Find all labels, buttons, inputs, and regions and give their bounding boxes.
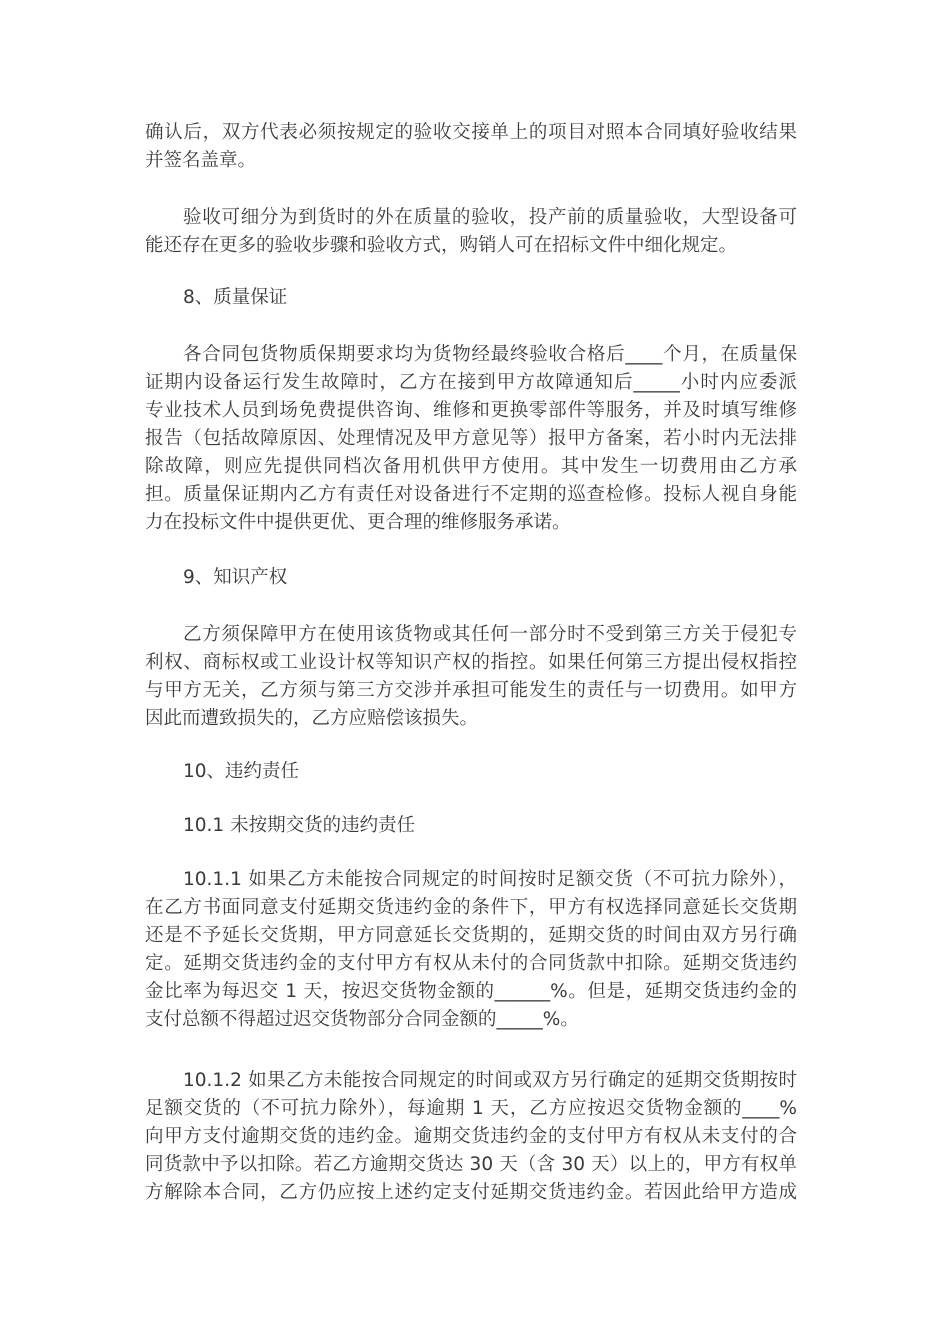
text-line: 验收可细分为到货时的外在质量的验收，投产前的质量验收，大型设备可 bbox=[183, 207, 797, 228]
paragraph-acceptance-signing bbox=[145, 119, 797, 175]
text-line: 证期内设备运行发生故障时，乙方在接到甲方故障通知后_____小时内应委派 bbox=[145, 372, 797, 393]
text-line: 方解除本合同，乙方仍应按上述约定支付延期交货违约金。若因此给甲方造成 bbox=[145, 1182, 797, 1203]
paragraph-quality-guarantee bbox=[145, 341, 797, 537]
text-line: 10.1.2 如果乙方未能按合同规定的时间或双方另行确定的延期交货期按时 bbox=[183, 1070, 797, 1091]
text-line: 与甲方无关，乙方须与第三方交涉并承担可能发生的责任与一切费用。如甲方 bbox=[145, 680, 797, 701]
text-line: 报告（包括故障原因、处理情况及甲方意见等）报甲方备案，若小时内无法排 bbox=[145, 428, 797, 449]
text-line: 利权、商标权或工业设计权等知识产权的指控。如果任何第三方提出侵权指控 bbox=[145, 652, 797, 673]
text-line: 同货款中予以扣除。若乙方逾期交货达 30 天（含 30 天）以上的，甲方有权单 bbox=[145, 1154, 797, 1175]
subsection-heading-late-delivery: 10.1 未按期交货的违约责任 bbox=[183, 815, 416, 836]
text-line: 定。延期交货违约金的支付甲方有权从未付的合同货款中扣除。延期交货违约 bbox=[145, 953, 797, 974]
text-line: 确认后，双方代表必须按规定的验收交接单上的项目对照本合同填好验收结果 bbox=[145, 122, 797, 143]
section-heading-liability: 10、违约责任 bbox=[183, 761, 300, 782]
text-line: 在乙方书面同意支付延期交货违约金的条件下，甲方有权选择同意延长交货期 bbox=[145, 897, 797, 918]
text-line: 支付总额不得超过迟交货物部分合同金额的_____%。 bbox=[145, 1009, 579, 1030]
paragraph-10-1-2 bbox=[145, 1067, 797, 1207]
text-line: 并签名盖章。 bbox=[145, 150, 257, 171]
text-line: 因此而遭致损失的，乙方应赔偿该损失。 bbox=[145, 708, 479, 729]
paragraph-ip bbox=[145, 621, 797, 733]
text-line: 能还存在更多的验收步骤和验收方式，购销人可在招标文件中细化规定。 bbox=[145, 235, 738, 256]
text-line: 足额交货的（不可抗力除外），每逾期 1 天，乙方应按迟交货物金额的____% bbox=[145, 1098, 797, 1119]
text-line: 专业技术人员到场免费提供咨询、维修和更换零部件等服务，并及时填写维修 bbox=[145, 400, 797, 421]
section-heading-ip: 9、知识产权 bbox=[183, 567, 288, 588]
section-heading-quality-guarantee: 8、质量保证 bbox=[183, 287, 288, 308]
text-line: 10.1.1 如果乙方未能按合同规定的时间按时足额交货（不可抗力除外）， bbox=[183, 869, 797, 890]
text-line: 向甲方支付逾期交货的违约金。逾期交货违约金的支付甲方有权从未支付的合 bbox=[145, 1126, 797, 1147]
text-line: 各合同包货物质保期要求均为货物经最终验收合格后____个月，在质量保 bbox=[183, 344, 797, 365]
text-line: 担。质量保证期内乙方有责任对设备进行不定期的巡查检修。投标人视自身能 bbox=[145, 484, 797, 505]
text-line: 除故障，则应先提供同档次备用机供甲方使用。其中发生一切费用由乙方承 bbox=[145, 456, 797, 477]
paragraph-10-1-1 bbox=[145, 866, 797, 1034]
text-line: 力在投标文件中提供更优、更合理的维修服务承诺。 bbox=[145, 512, 571, 533]
text-line: 还是不予延长交货期，甲方同意延长交货期的，延期交货的时间由双方另行确 bbox=[145, 925, 797, 946]
text-line: 金比率为每迟交 1 天，按迟交货物金额的______%。但是，延期交货违约金的 bbox=[145, 981, 797, 1002]
paragraph-acceptance-types bbox=[145, 204, 797, 260]
text-line: 乙方须保障甲方在使用该货物或其任何一部分时不受到第三方关于侵犯专 bbox=[183, 624, 797, 645]
